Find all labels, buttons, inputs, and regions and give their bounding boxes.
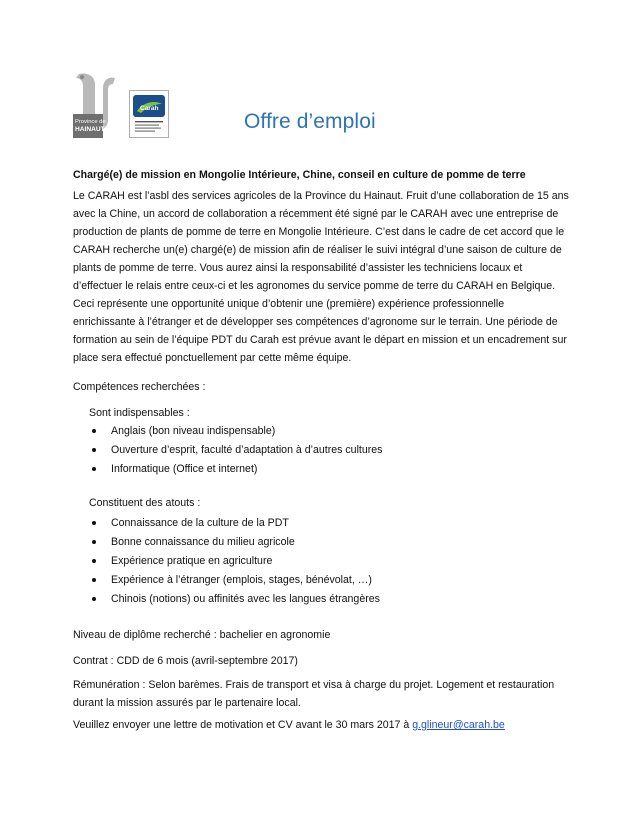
competences-label: Compétences recherchées : [73, 381, 206, 393]
remuneration-line: Rémunération : Selon barèmes. Frais de transport et visa à charge du projet. Logement et restauration [73, 679, 555, 691]
contact-email-link[interactable]: g.glineur@carah.be [412, 719, 505, 731]
bullet-icon [92, 540, 96, 544]
list-item-text: Connaissance de la culture de la PDT [111, 517, 289, 529]
list-item [92, 571, 380, 590]
list-item [92, 552, 380, 571]
indispensables-list [92, 422, 382, 479]
remuneration-line: durant la mission assurés par le partenaire local. [73, 697, 301, 709]
list-item [92, 441, 382, 460]
paragraph-line: CARAH recherche un(e) chargé(e) de mission afin de réaliser le suivi intégral d’une saison de culture de [73, 244, 562, 256]
list-item [92, 533, 380, 552]
contact-line [73, 716, 505, 734]
paragraph-line: Ceci représente une opportunité unique d’obtenir une (première) expérience professionnelle [73, 298, 505, 310]
paragraph-line: d’effectuer le relais entre ceux-ci et les agronomes du service pomme de terre du CARAH en Belgique. [73, 280, 556, 292]
contact-text: Veuillez envoyer une lettre de motivation et CV avant le 30 mars 2017 à [73, 719, 413, 731]
logo-hainaut-line2: HAINAUT [75, 126, 105, 133]
paragraph-line: production de plants de pomme de terre en Mongolie Intérieure. C’est dans le cadre de cet accord que le [73, 226, 565, 238]
list-item-text: Ouverture d’esprit, faculté d’adaptation à d’autres cultures [111, 444, 383, 456]
list-item [92, 590, 380, 609]
paragraph-line: plants de pomme de terre. Vous aurez ainsi la responsabilité d’assister les techniciens locaux et [73, 262, 523, 274]
logo-hainaut-line1: Province de [75, 119, 106, 125]
atouts-label: Constituent des atouts : [89, 497, 201, 509]
logo-carah-text: Carah [140, 105, 159, 112]
contrat-line: Contrat : CDD de 6 mois (avril-septembre 2017) [73, 655, 298, 667]
carah-logo [129, 90, 169, 138]
list-item-text: Bonne connaissance du milieu agricole [111, 536, 295, 548]
bullet-icon [92, 578, 96, 582]
province-hainaut-logo [73, 72, 125, 138]
remuneration-paragraph [73, 676, 554, 712]
job-heading: Chargé(e) de mission en Mongolie Intérieure, Chine, conseil en culture de pomme de terre [73, 169, 526, 181]
list-item-text: Expérience à l’étranger (emplois, stages, bénévolat, …) [111, 574, 372, 586]
paragraph-line: avec la Chine, un accord de collaboration a récemment été signé par le CARAH avec une entreprise de [73, 208, 559, 220]
paragraph-line: formation au sein de l’équipe PDT du Carah est prévue avant le départ en mission et un encadrement sur [73, 334, 567, 346]
bullet-icon [92, 521, 96, 525]
paragraph-line: Le CARAH est l’asbl des services agricoles de la Province du Hainaut. Fruit d’une collaboration de 15 ans [73, 190, 569, 202]
paragraph-line: place sera effectué ponctuellement par cette même équipe. [73, 352, 352, 364]
niveau-line: Niveau de diplôme recherché : bachelier en agronomie [73, 629, 331, 641]
bullet-icon [92, 559, 96, 563]
description-paragraph [73, 187, 569, 367]
list-item-text: Expérience pratique en agriculture [111, 555, 273, 567]
list-item-text: Anglais (bon niveau indispensable) [111, 425, 276, 437]
list-item [92, 514, 380, 533]
list-item [92, 460, 382, 479]
bullet-icon [92, 448, 96, 452]
bullet-icon [92, 467, 96, 471]
bullet-icon [92, 429, 96, 433]
indispensables-label: Sont indispensables : [89, 407, 190, 419]
atouts-list [92, 514, 380, 609]
list-item-text: Chinois (notions) ou affinités avec les langues étrangères [111, 593, 380, 605]
page-title: Offre d’emploi [244, 110, 376, 133]
bullet-icon [92, 597, 96, 601]
paragraph-line: enrichissante à l’étranger et de développer ses compétences d’agronome sur le terrain. Une période de [73, 316, 558, 328]
list-item [92, 422, 382, 441]
list-item-text: Informatique (Office et internet) [111, 463, 258, 475]
